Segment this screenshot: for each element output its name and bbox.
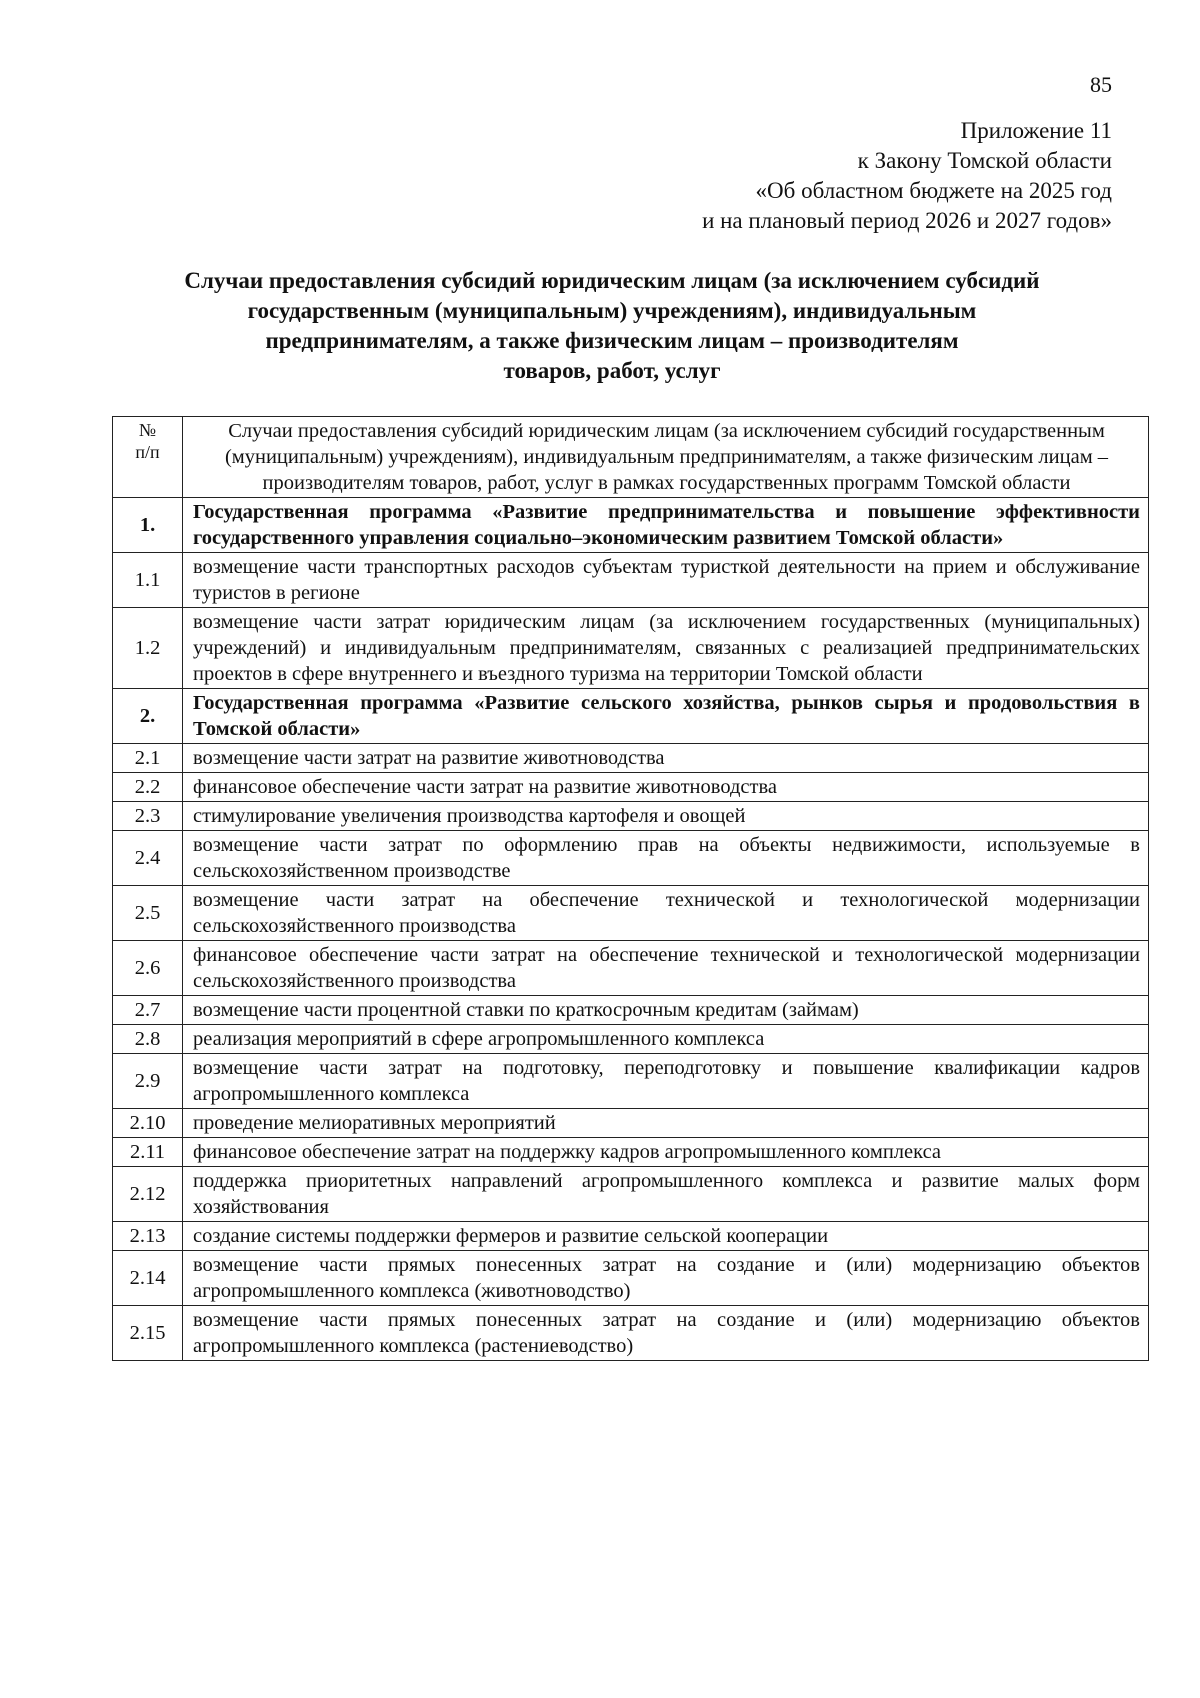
subsidy-case-cell: стимулирование увеличения производства картофеля и овощей xyxy=(183,802,1149,831)
subsidy-case-cell: финансовое обеспечение части затрат на обеспечение технической и технологической модернизации сельскохозяйственного производства xyxy=(183,941,1149,996)
table-row xyxy=(113,1167,1149,1222)
row-number-cell: 2.10 xyxy=(113,1109,183,1138)
table-row xyxy=(113,553,1149,608)
subsidy-case-cell: возмещение части прямых понесенных затрат на создание и (или) модернизацию объектов агропромышленного комплекса (животноводство) xyxy=(183,1251,1149,1306)
row-number-cell: 2.7 xyxy=(113,996,183,1025)
row-number-cell: 2.14 xyxy=(113,1251,183,1306)
table-row xyxy=(113,1025,1149,1054)
table-row xyxy=(113,1306,1149,1361)
subsidy-case-cell: возмещение части затрат на обеспечение технической и технологической модернизации сельскохозяйственного производства xyxy=(183,886,1149,941)
subsidy-case-cell: возмещение части затрат на развитие животноводства xyxy=(183,744,1149,773)
appendix-header xyxy=(552,116,1112,236)
row-number-cell: 2.8 xyxy=(113,1025,183,1054)
row-number-cell: 2.6 xyxy=(113,941,183,996)
header-number-cell xyxy=(113,417,183,498)
table-row xyxy=(113,1054,1149,1109)
page-number: 85 xyxy=(1090,72,1112,97)
header-number-symbol: № xyxy=(138,420,157,440)
header-description-cell: Случаи предоставления субсидий юридическим лицам (за исключением субсидий государственным (муниципальным) учреждениям), индивидуальным предпринимателям, а также физическим лицам – производителям товаров, работ, услуг в рамках государственных программ Томской области xyxy=(183,417,1149,498)
subsidy-case-cell: финансовое обеспечение затрат на поддержку кадров агропромышленного комплекса xyxy=(183,1138,1149,1167)
row-number-cell: 2.15 xyxy=(113,1306,183,1361)
appendix-line: к Закону Томской области xyxy=(857,148,1112,173)
table-row xyxy=(113,1109,1149,1138)
subsidy-case-cell: финансовое обеспечение части затрат на развитие животноводства xyxy=(183,773,1149,802)
title-line: Случаи предоставления субсидий юридическим лицам (за исключением субсидий xyxy=(184,268,1040,293)
subsidy-case-cell: возмещение части прямых понесенных затрат на создание и (или) модернизацию объектов агропромышленного комплекса (растениеводство) xyxy=(183,1306,1149,1361)
table-row xyxy=(113,744,1149,773)
subsidy-cases-table xyxy=(112,416,1149,1361)
row-number-cell: 2.1 xyxy=(113,744,183,773)
subsidy-cases-table-container xyxy=(112,416,1148,1361)
table-row xyxy=(113,773,1149,802)
table-header-row xyxy=(113,417,1149,498)
program-title-cell: Государственная программа «Развитие сельского хозяйства, рынков сырья и продовольствия в Томской области» xyxy=(183,689,1149,744)
table-row xyxy=(113,802,1149,831)
row-number-cell: 2.13 xyxy=(113,1222,183,1251)
subsidy-case-cell: создание системы поддержки фермеров и развитие сельской кооперации xyxy=(183,1222,1149,1251)
row-number-cell: 1.1 xyxy=(113,553,183,608)
subsidy-case-cell: возмещение части транспортных расходов субъектам туристкой деятельности на прием и обслуживание туристов в регионе xyxy=(183,553,1149,608)
subsidy-case-cell: поддержка приоритетных направлений агропромышленного комплекса и развитие малых форм хозяйствования xyxy=(183,1167,1149,1222)
appendix-line: «Об областном бюджете на 2025 год xyxy=(755,178,1112,203)
subsidy-case-cell: возмещение части затрат по оформлению прав на объекты недвижимости, используемые в сельскохозяйственном производстве xyxy=(183,831,1149,886)
subsidy-case-cell: возмещение части процентной ставки по краткосрочным кредитам (займам) xyxy=(183,996,1149,1025)
table-row xyxy=(113,608,1149,689)
table-row xyxy=(113,941,1149,996)
title-line: предпринимателям, а также физическим лицам – производителям xyxy=(265,328,959,353)
row-number-cell: 2.4 xyxy=(113,831,183,886)
table-section-row xyxy=(113,498,1149,553)
row-number-cell: 2.5 xyxy=(113,886,183,941)
row-number-cell: 2. xyxy=(113,689,183,744)
subsidy-case-cell: возмещение части затрат на подготовку, переподготовку и повышение квалификации кадров агропромышленного комплекса xyxy=(183,1054,1149,1109)
table-section-row xyxy=(113,689,1149,744)
row-number-cell: 2.3 xyxy=(113,802,183,831)
row-number-cell: 1. xyxy=(113,498,183,553)
table-row xyxy=(113,1251,1149,1306)
subsidy-case-cell: возмещение части затрат юридическим лицам (за исключением государственных (муниципальных) учреждений) и индивидуальным предпринимателям, связанных с реализацией предпринимательских проектов в сфере внутреннего и въездного туризма на территории Томской области xyxy=(183,608,1149,689)
row-number-cell: 2.11 xyxy=(113,1138,183,1167)
program-title-cell: Государственная программа «Развитие предпринимательства и повышение эффективности государственного управления социально–экономическим развитием Томской области» xyxy=(183,498,1149,553)
title-line: товаров, работ, услуг xyxy=(503,358,721,383)
header-number-abbr: п/п xyxy=(135,442,160,462)
table-row xyxy=(113,1222,1149,1251)
table-row xyxy=(113,886,1149,941)
table-row xyxy=(113,831,1149,886)
row-number-cell: 2.12 xyxy=(113,1167,183,1222)
table-row xyxy=(113,996,1149,1025)
appendix-line: Приложение 11 xyxy=(960,118,1112,143)
subsidy-case-cell: реализация мероприятий в сфере агропромышленного комплекса xyxy=(183,1025,1149,1054)
table-row xyxy=(113,1138,1149,1167)
document-title xyxy=(112,266,1112,386)
title-line: государственным (муниципальным) учреждениям), индивидуальным xyxy=(247,298,977,323)
row-number-cell: 2.9 xyxy=(113,1054,183,1109)
row-number-cell: 2.2 xyxy=(113,773,183,802)
subsidy-case-cell: проведение мелиоративных мероприятий xyxy=(183,1109,1149,1138)
appendix-line: и на плановый период 2026 и 2027 годов» xyxy=(702,208,1112,233)
row-number-cell: 1.2 xyxy=(113,608,183,689)
